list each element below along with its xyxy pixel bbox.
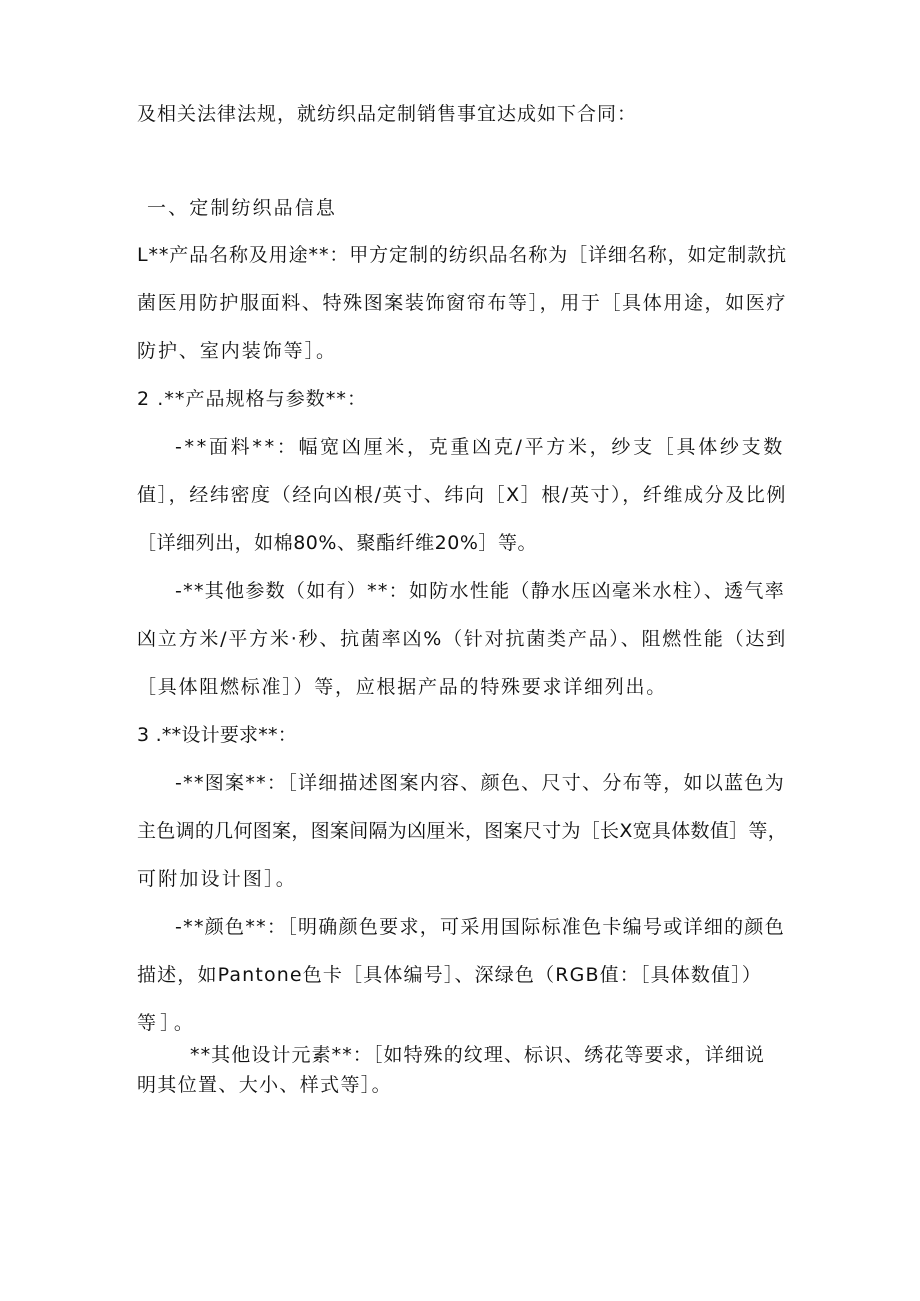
- item-2-title: 2 .**产品规格与参数**：: [137, 388, 367, 410]
- item-1-line-1: L**产品名称及用途**：甲方定制的纺织品名称为［详细名称，如定制款抗: [137, 244, 787, 266]
- pattern-line-2: 主色调的几何图案，图案间隔为凶厘米，图案尺寸为［长X宽具体数值］等，: [137, 820, 787, 842]
- item-1-line-3: 防护、室内装饰等］。: [137, 340, 337, 362]
- item-1-line-2: 菌医用防护服面料、特殊图案装饰窗帘布等］，用于［具体用途，如医疗: [137, 292, 787, 314]
- other-params-line-3: ［具体阻燃标准］）等，应根据产品的特殊要求详细列出。: [137, 676, 667, 698]
- other-params-line-1: -**其他参数（如有）**：如防水性能（静水压凶毫米水柱）、透气率: [175, 580, 785, 602]
- pattern-line-1: -**图案**：［详细描述图案内容、颜色、尺寸、分布等，如以蓝色为: [175, 772, 785, 794]
- fabric-line-3: ［详细列出，如棉80%、聚酯纤维20%］等。: [137, 532, 537, 554]
- section-heading: 一、定制纺织品信息: [147, 197, 337, 219]
- pattern-line-3: 可附加设计图］。: [137, 868, 297, 890]
- fabric-line-2: 值］，经纬密度（经向凶根/英寸、纬向［X］根/英寸），纤维成分及比例: [137, 484, 787, 506]
- design-elements-line-2: 明其位置、大小、样式等］。: [137, 1074, 392, 1096]
- item-3-title: 3 .**设计要求**：: [137, 724, 297, 746]
- color-line-3: 等］。: [137, 1012, 197, 1034]
- fabric-line-1: -**面料**：幅宽凶厘米，克重凶克/平方米，纱支［具体纱支数: [175, 436, 785, 458]
- other-params-line-2: 凶立方米/平方米·秒、抗菌率凶%（针对抗菌类产品）、阻燃性能（达到: [137, 628, 787, 650]
- color-line-2: 描述，如Pantone色卡［具体编号］、深绿色（RGB值：［具体数值］）: [137, 964, 762, 986]
- design-elements-line-1: **其他设计元素**：［如特殊的纹理、标识、绣花等要求，详细说: [190, 1044, 765, 1066]
- intro-line: 及相关法律法规，就纺织品定制销售事宜达成如下合同：: [137, 103, 637, 125]
- color-line-1: -**颜色**：［明确颜色要求，可采用国际标准色卡编号或详细的颜色: [175, 916, 785, 938]
